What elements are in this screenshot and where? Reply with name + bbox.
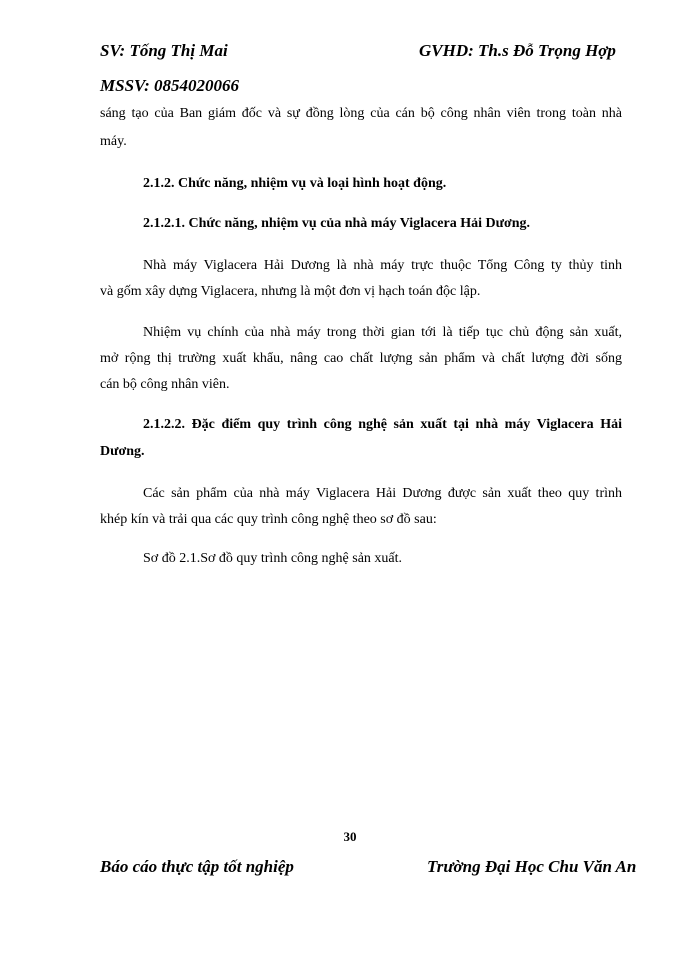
paragraph-line: máy. — [100, 134, 127, 149]
subsection-heading: 2.1.2.2. Đặc điểm quy trình công nghệ sản xuất tại nhà máy Viglacera Hải — [143, 417, 622, 432]
paragraph-line: sáng tạo của Ban giám đốc và sự đồng lòng của cán bộ công nhân viên trong toàn nhà — [100, 106, 622, 121]
paragraph-line: Nhiệm vụ chính của nhà máy trong thời gian tới là tiếp tục chủ động sản xuất, — [143, 325, 622, 340]
paragraph-line: Các sản phẩm của nhà máy Viglacera Hải Dương được sản xuất theo quy trình — [143, 486, 622, 501]
diagram-caption: Sơ đồ 2.1.Sơ đồ quy trình công nghệ sản xuất. — [143, 551, 403, 566]
paragraph-line: mở rộng thị trường xuất khẩu, nâng cao chất lượng sản phẩm và chất lượng đời sống — [100, 351, 622, 366]
footer-report-title: Báo cáo thực tập tốt nghiệp — [100, 857, 294, 876]
paragraph-line: khép kín và trải qua các quy trình công nghệ theo sơ đồ sau: — [100, 512, 437, 527]
header-advisor: GVHD: Th.s Đỗ Trọng Hợp — [419, 41, 616, 60]
footer-university: Trường Đại Học Chu Văn An — [427, 857, 637, 876]
section-heading: 2.1.2. Chức năng, nhiệm vụ và loại hình hoạt động. — [143, 176, 447, 191]
header-student-id: MSSV: 0854020066 — [100, 76, 240, 95]
paragraph-line: và gốm xây dựng Viglacera, nhưng là một đơn vị hạch toán độc lập. — [100, 284, 481, 299]
paragraph-line: Nhà máy Viglacera Hải Dương là nhà máy trực thuộc Tổng Công ty thủy tinh — [143, 258, 622, 273]
page-number: 30 — [343, 829, 357, 844]
subsection-heading-cont: Dương. — [100, 444, 145, 459]
subsection-heading: 2.1.2.1. Chức năng, nhiệm vụ của nhà máy Viglacera Hải Dương. — [143, 216, 531, 231]
header-student: SV: Tống Thị Mai — [100, 41, 228, 60]
paragraph-line: cán bộ công nhân viên. — [100, 377, 230, 392]
